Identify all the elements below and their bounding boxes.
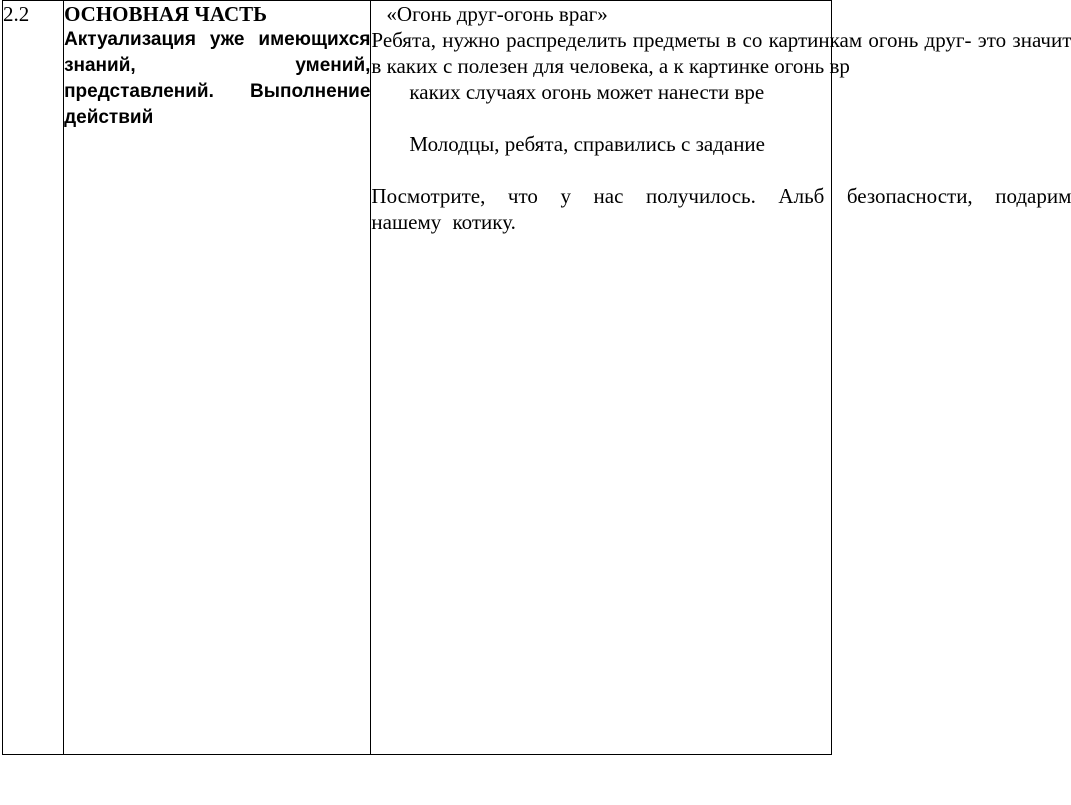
result-paragraph: Посмотрите, что у нас получилось. Альб безопасности, подарим нашему котику. <box>371 184 1071 234</box>
task-paragraph: Ребята, нужно распределить предметы в со картинкам огонь друг- это значит в каких с полезен для человека, а к картинке огонь вр <box>371 28 1071 78</box>
table-row <box>3 1 832 755</box>
row-number-cell <box>3 1 64 755</box>
praise-line: Молодцы, ребята, справились с задание <box>409 132 765 156</box>
paragraph-spacer <box>371 157 1071 183</box>
content-text-block <box>371 1 1071 235</box>
paragraph-spacer <box>371 105 1071 131</box>
stage-cell <box>64 1 371 755</box>
task-continuation: каких случаях огонь может нанести вре <box>409 80 765 104</box>
stage-description: Актуализация уже имеющихся знаний, умений, представлений. Выполнение действий <box>64 29 371 128</box>
stage-title: ОСНОВНАЯ ЧАСТЬ <box>64 2 267 26</box>
row-number: 2.2 <box>3 2 30 26</box>
game-title: «Огонь друг-огонь враг» <box>386 2 608 26</box>
lesson-plan-table <box>2 0 1071 755</box>
content-cell <box>371 1 1071 755</box>
